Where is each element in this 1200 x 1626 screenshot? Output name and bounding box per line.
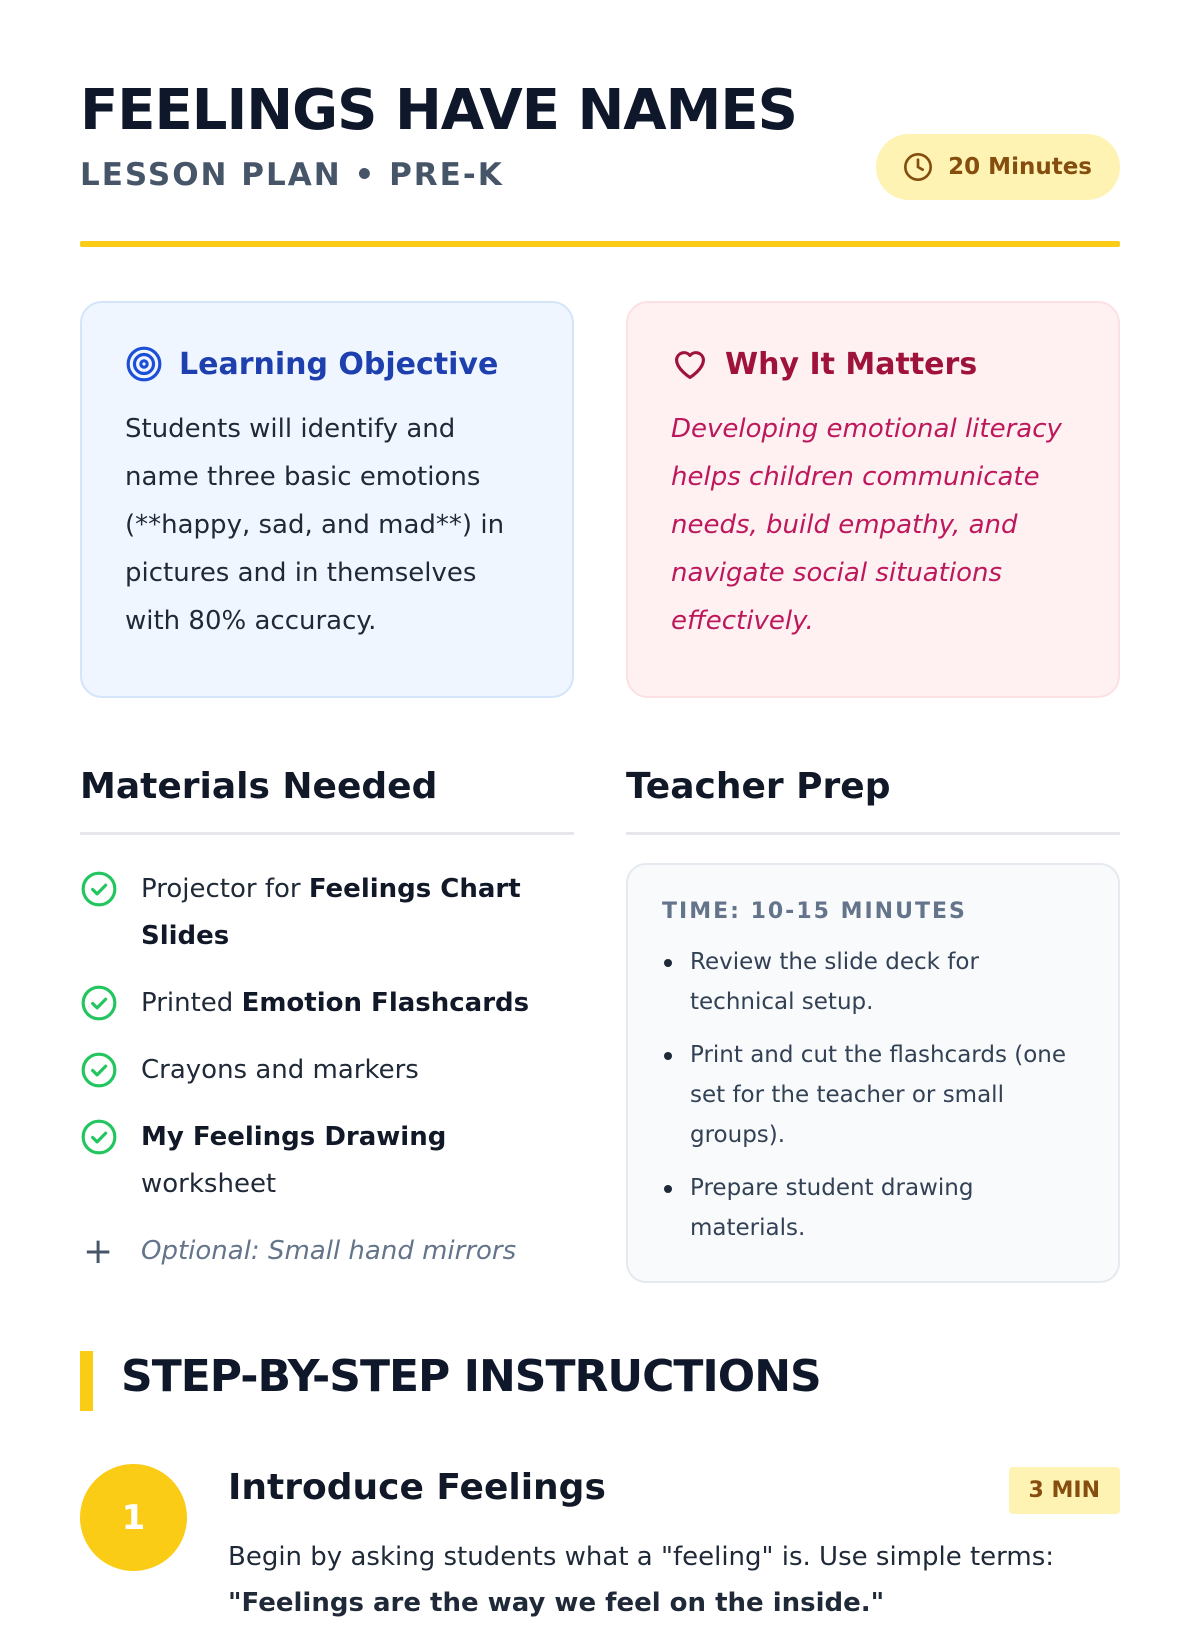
why-it-matters-text: Developing emotional literacy helps children communicate needs, build empathy, and navigate social situations effectively. — [671, 414, 1062, 636]
check-circle-icon — [80, 1118, 118, 1156]
material-item — [80, 980, 580, 1027]
prep-item: Print and cut the flashcards (one set for the teacher or small groups). — [662, 1035, 1084, 1155]
prep-item: Prepare student drawing materials. — [662, 1168, 1084, 1248]
heart-icon — [671, 345, 709, 383]
step-text: Begin by asking students what a "feeling" is. Use simple terms: — [228, 1542, 1055, 1572]
material-item-optional — [80, 1228, 580, 1275]
step-time-badge: 3 MIN — [1009, 1467, 1120, 1514]
why-it-matters-title: Why It Matters — [725, 346, 978, 382]
clock-icon — [902, 151, 934, 183]
step-description — [228, 1534, 1120, 1626]
material-bold-text: Feelings Chart Slides — [141, 874, 521, 951]
duration-badge — [876, 134, 1120, 200]
material-text: worksheet — [141, 1169, 277, 1199]
prep-list — [662, 942, 1084, 1248]
target-icon — [125, 345, 163, 383]
steps-heading: STEP-BY-STEP INSTRUCTIONS — [121, 1351, 821, 1402]
page-subtitle: LESSON PLAN • PRE-K — [80, 157, 504, 193]
material-text: Crayons and markers — [141, 1055, 419, 1085]
teacher-prep-heading: Teacher Prep — [626, 766, 891, 807]
material-bold-text: Emotion Flashcards — [241, 988, 530, 1018]
page-title: FEELINGS HAVE NAMES — [80, 78, 797, 143]
plus-icon: + — [83, 1231, 114, 1272]
duration-label: 20 Minutes — [948, 154, 1092, 180]
check-circle-icon — [80, 870, 118, 908]
why-it-matters-header — [671, 345, 1078, 383]
check-circle-icon — [80, 1051, 118, 1089]
learning-objective-text: Students will identify and name three basic emotions (**happy, sad, and mad**) in pictures and in themselves with 80% accuracy. — [125, 414, 505, 636]
why-it-matters-card — [626, 301, 1120, 698]
teacher-prep-divider — [626, 832, 1120, 835]
teacher-prep-box — [626, 863, 1120, 1283]
material-optional-text: Optional: Small hand mirrors — [141, 1236, 517, 1266]
check-circle-icon — [80, 984, 118, 1022]
material-bold-text: My Feelings Drawing — [141, 1122, 447, 1152]
material-item — [80, 866, 580, 960]
material-item — [80, 1047, 580, 1094]
step-quote: "Feelings are the way we feel on the inside." — [228, 1588, 885, 1618]
steps-accent-bar — [80, 1351, 93, 1411]
learning-objective-header — [125, 345, 532, 383]
learning-objective-title: Learning Objective — [179, 346, 499, 382]
material-item — [80, 1114, 580, 1208]
prep-item: Review the slide deck for technical setup. — [662, 942, 1084, 1022]
prep-time-label: TIME: 10-15 MINUTES — [662, 899, 967, 924]
learning-objective-card — [80, 301, 574, 698]
step-title: Introduce Feelings — [228, 1467, 606, 1508]
lesson-plan-page — [80, 0, 1120, 1618]
materials-heading: Materials Needed — [80, 766, 438, 807]
material-text: Printed — [141, 988, 242, 1018]
header-divider — [80, 241, 1120, 247]
materials-list — [80, 866, 580, 1295]
step-number-badge: 1 — [80, 1464, 187, 1571]
material-text: Projector for — [141, 874, 309, 904]
materials-divider — [80, 832, 574, 835]
